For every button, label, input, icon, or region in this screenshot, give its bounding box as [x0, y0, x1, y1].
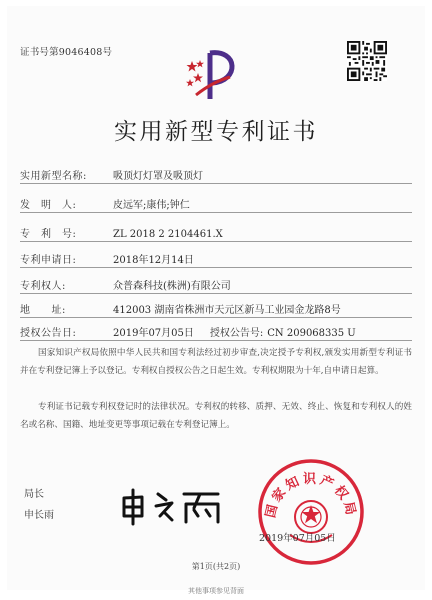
patent-office-logo-icon [186, 43, 242, 103]
field-label: 专利权人: [20, 281, 66, 292]
divider [20, 340, 412, 341]
footer-note: 其他事项参见背面 [188, 587, 244, 595]
director-signature [120, 486, 230, 526]
director-name: 申长雨 [24, 510, 54, 521]
field-value: ZL 2018 2 2104461.X [113, 229, 223, 240]
certificate-number: 证书号第9046408号 [20, 47, 113, 58]
field-value: 2019年07月05日 [113, 328, 194, 339]
certificate-statement: 国家知识产权局依照中华人民共和国专利法经过初步审查,决定授予专利权,颁发实用新型专利证书并在专利登记簿上予以登记。专利权自授权公告之日起生效。专利权期限为十年,自申请日起算。 [20, 348, 412, 376]
divider [20, 317, 412, 318]
field-value: 皮远军;康伟;钟仁 [113, 200, 190, 211]
issue-date: 2019年07月05日 [259, 533, 336, 544]
divider [20, 293, 412, 294]
seal-text: 国家知识产权局 [263, 472, 359, 520]
page-number: 第1页(共2页) [191, 562, 241, 571]
certificate-legal-note: 专利证书记载专利权登记时的法律状况。专利权的转移、质押、无效、终止、恢复和专利权人的姓名或名称、国籍、地址变更等事项记载在专利登记簿上。 [20, 402, 412, 430]
official-seal-icon [256, 457, 366, 567]
field-label: 授权公告号: [209, 328, 264, 339]
qr-code-icon [347, 41, 387, 81]
field-grant-date [20, 324, 356, 339]
divider [20, 267, 412, 268]
field-value: CN 209068335 U [267, 328, 356, 339]
field-inventors [20, 196, 190, 211]
divider [20, 241, 412, 242]
field-label: 实用新型名称: [20, 171, 87, 182]
field-value: 众普森科技(株洲)有限公司 [113, 281, 231, 292]
field-label: 地 址: [20, 305, 66, 316]
field-label: 授权公告日: [20, 328, 77, 339]
director-title: 局长 [24, 489, 44, 500]
field-label: 专 利 号: [20, 229, 77, 240]
field-patentee [20, 277, 231, 292]
field-address [20, 301, 341, 316]
field-label: 发 明 人: [20, 200, 77, 211]
field-value: 2018年12月14日 [113, 255, 194, 266]
field-label: 专利申请日: [20, 255, 77, 266]
field-value: 412003 湖南省株洲市天元区新马工业园金龙路8号 [113, 305, 341, 316]
divider [20, 183, 412, 184]
field-utility-model-name [20, 167, 203, 182]
divider [20, 212, 412, 213]
field-patent-number [20, 225, 223, 240]
page-title: 实用新型专利证书 [114, 119, 318, 145]
field-value: 吸顶灯灯罩及吸顶灯 [113, 171, 203, 182]
field-application-date [20, 251, 194, 266]
